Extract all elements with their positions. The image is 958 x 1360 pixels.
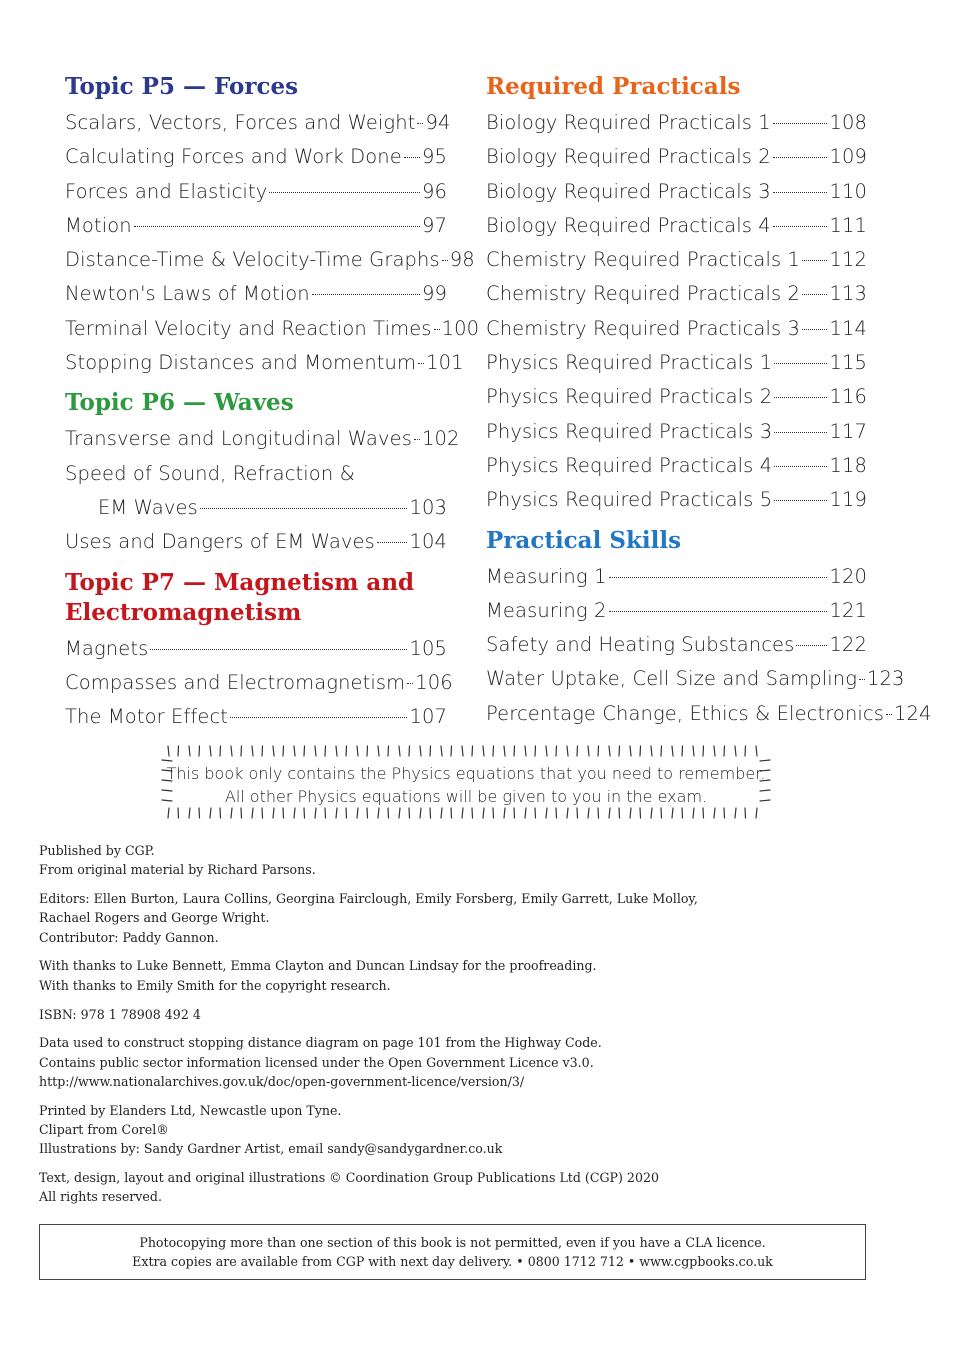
imprint-rights: All rights reserved. <box>39 1189 162 1205</box>
imprint-copyright: Text, design, layout and original illustrations © Coordination Group Publications Ltd (CGP) 2020 <box>39 1170 659 1186</box>
hatch-mark <box>304 808 305 818</box>
dot-leader <box>414 439 420 440</box>
dot-leader <box>417 123 423 124</box>
hatch-mark <box>283 808 284 818</box>
entry-title: Newton's Laws of Motion <box>65 282 310 306</box>
contents-entry <box>486 312 867 346</box>
dot-leader <box>312 294 420 295</box>
hatch-mark <box>199 746 200 756</box>
dot-leader <box>134 226 420 227</box>
entry-title: Biology Required Practicals 1 <box>486 111 771 134</box>
dot-leader <box>774 500 827 501</box>
hatch-mark <box>703 808 704 818</box>
hatch-mark <box>661 746 662 756</box>
hatch-mark <box>535 746 536 756</box>
entry-title: Chemistry Required Practicals 3 <box>486 316 801 340</box>
entry-title: Scalars, Vectors, Forces and Weight <box>65 111 416 134</box>
contents-entry <box>486 140 867 174</box>
entry-title: Compasses and Electromagnetism <box>65 670 406 694</box>
entry-page-number: 96 <box>421 179 447 203</box>
hatch-mark <box>535 808 536 818</box>
hatch-mark <box>346 808 347 818</box>
contents-entry <box>65 422 460 456</box>
entry-page-number: 99 <box>421 282 447 306</box>
entry-page-number: 102 <box>421 427 460 451</box>
hatch-mark <box>231 746 232 756</box>
hatch-mark <box>283 746 284 756</box>
hatch-mark <box>724 746 725 756</box>
contents-entry <box>65 700 447 734</box>
entry-title: Speed of Sound, Refraction & <box>65 461 355 485</box>
entry-title: EM Waves <box>98 495 198 519</box>
hatch-mark <box>367 808 368 818</box>
hatch-mark <box>346 746 347 756</box>
entry-page-number: 104 <box>409 530 447 554</box>
hatch-mark <box>504 808 505 818</box>
imprint-contributor: Contributor: Paddy Gannon. <box>39 929 219 945</box>
topic-p7-heading <box>65 568 447 628</box>
hatch-mark <box>745 808 746 818</box>
entry-page-number: 120 <box>829 564 867 588</box>
entry-title: Physics Required Practicals 2 <box>486 385 773 409</box>
dot-leader <box>773 123 828 124</box>
dot-leader <box>377 542 408 543</box>
hatch-mark <box>556 808 557 818</box>
topic-p7-heading-line1: Topic P7 — Magnetism and <box>65 568 415 596</box>
hatch-mark <box>399 746 400 756</box>
hatch-mark <box>588 746 589 756</box>
hatch-mark <box>210 746 211 756</box>
dot-leader <box>774 397 827 398</box>
contents-entry <box>65 346 464 380</box>
imprint-thanks-2: With thanks to Emily Smith for the copyright research. <box>39 977 391 993</box>
photocopy-notice-line1: Photocopying more than one section of this book is not permitted, even if you have a CLA licence. <box>139 1235 766 1250</box>
entry-page-number: 113 <box>829 282 867 306</box>
hatch-mark <box>640 746 641 756</box>
hatch-mark <box>640 808 641 818</box>
entry-title: Physics Required Practicals 4 <box>486 453 773 477</box>
hatch-mark <box>483 746 484 756</box>
hatch-mark <box>388 746 389 756</box>
entry-page-number: 108 <box>829 111 867 134</box>
hatch-mark <box>336 746 337 756</box>
imprint-clipart: Clipart from Corel® <box>39 1122 169 1138</box>
contents-entry <box>486 175 867 209</box>
hatch-mark <box>441 746 442 756</box>
contents-entry <box>65 140 447 174</box>
hatch-mark <box>325 746 326 756</box>
equations-note-box <box>160 744 772 820</box>
hatch-mark <box>294 808 295 818</box>
entry-page-number: 111 <box>829 213 867 237</box>
dot-leader <box>859 679 865 680</box>
entry-title: Terminal Velocity and Reaction Times <box>65 316 432 340</box>
hatch-mark <box>630 746 631 756</box>
contents-entry <box>65 632 447 666</box>
hatch-mark <box>619 808 620 818</box>
contents-entry <box>486 380 867 414</box>
entry-page-number: 94 <box>425 111 451 134</box>
hatch-mark <box>168 808 169 818</box>
dot-leader <box>802 329 827 330</box>
hatch-mark <box>336 808 337 818</box>
hatch-mark <box>483 808 484 818</box>
hatch-mark <box>714 808 715 818</box>
contents-entry <box>486 697 932 731</box>
hatch-mark <box>651 746 652 756</box>
hatch-mark <box>693 808 694 818</box>
entry-page-number: 106 <box>415 670 453 694</box>
dot-leader <box>269 192 420 193</box>
contents-entry <box>65 457 447 491</box>
dot-leader <box>774 466 827 467</box>
hatch-mark <box>220 746 221 756</box>
entry-title: Chemistry Required Practicals 1 <box>486 248 801 272</box>
hatch-mark <box>252 808 253 818</box>
hatch-mark <box>745 746 746 756</box>
practical-skills-list <box>486 560 932 731</box>
contents-entry <box>65 106 451 140</box>
hatch-mark <box>388 808 389 818</box>
entry-title: Uses and Dangers of EM Waves <box>65 530 375 554</box>
contents-entry <box>486 560 867 594</box>
hatch-mark <box>378 746 379 756</box>
hatch-mark <box>682 746 683 756</box>
hatch-mark <box>525 746 526 756</box>
topic-p6-heading: Topic P6 — Waves <box>65 389 294 417</box>
hatch-mark <box>735 808 736 818</box>
imprint-editors-1: Editors: Ellen Burton, Laura Collins, Georgina Fairclough, Emily Forsberg, Emily Garrett, Luke Molloy, <box>39 891 698 907</box>
hatch-mark <box>493 808 494 818</box>
hatch-mark <box>651 808 652 818</box>
entry-page-number: 119 <box>829 488 867 512</box>
hatch-mark <box>231 808 232 818</box>
hatch-mark <box>514 808 515 818</box>
hatch-mark <box>220 808 221 818</box>
entry-page-number: 112 <box>829 248 867 272</box>
hatch-mark <box>672 746 673 756</box>
contents-entry <box>486 346 867 380</box>
entry-title: Measuring 2 <box>486 598 607 622</box>
contents-entry <box>486 483 867 517</box>
dot-leader <box>442 260 448 261</box>
contents-entry <box>65 277 447 311</box>
entry-title: Biology Required Practicals 2 <box>486 145 771 169</box>
hatch-mark <box>441 808 442 818</box>
topic-p7-heading-line2: Electromagnetism <box>65 598 302 626</box>
hatch-mark <box>703 746 704 756</box>
contents-entry <box>65 312 480 346</box>
hatch-mark <box>430 746 431 756</box>
entry-page-number: 117 <box>829 419 867 443</box>
contents-entry <box>486 662 905 696</box>
contents-entry <box>486 594 867 628</box>
hatch-mark <box>399 808 400 818</box>
entry-page-number: 101 <box>426 351 464 375</box>
contents-entry <box>65 525 447 559</box>
dot-leader <box>404 157 420 158</box>
hatch-mark <box>168 746 169 756</box>
hatch-mark <box>420 808 421 818</box>
entry-title: Biology Required Practicals 4 <box>486 213 771 237</box>
topic-p5-heading: Topic P5 — Forces <box>65 73 299 100</box>
hatch-mark <box>598 746 599 756</box>
hatch-mark <box>546 808 547 818</box>
hatch-mark <box>714 746 715 756</box>
entry-page-number: 122 <box>829 633 867 657</box>
imprint-published: Published by CGP. <box>39 843 155 858</box>
photocopy-notice-box <box>39 1224 866 1280</box>
entry-page-number: 98 <box>449 248 475 272</box>
hatch-mark <box>378 808 379 818</box>
hatch-mark <box>672 808 673 818</box>
hatch-mark <box>273 808 274 818</box>
hatch-mark <box>588 808 589 818</box>
hatch-mark <box>546 746 547 756</box>
dot-leader <box>802 260 827 261</box>
entry-page-number: 105 <box>409 636 447 660</box>
hatch-mark <box>451 746 452 756</box>
equations-note-line2: All other Physics equations will be given to you in the exam. <box>224 787 708 806</box>
hatch-mark <box>556 746 557 756</box>
dot-leader <box>796 645 827 646</box>
hatch-mark <box>420 746 421 756</box>
hatch-mark <box>409 808 410 818</box>
hatch-mark <box>756 808 757 818</box>
entry-title: The Motor Effect <box>65 705 229 729</box>
hatch-mark <box>357 808 358 818</box>
entry-page-number: 115 <box>829 351 867 375</box>
required-practicals-list <box>486 106 867 518</box>
entry-page-number: 97 <box>421 213 447 237</box>
required-practicals-heading: Required Practicals <box>486 73 741 100</box>
dot-leader <box>774 432 827 433</box>
entry-title: Calculating Forces and Work Done <box>65 145 402 169</box>
practical-skills-heading: Practical Skills <box>486 526 682 554</box>
hatch-mark <box>724 808 725 818</box>
entry-title: Motion <box>65 213 132 237</box>
hatch-mark <box>735 746 736 756</box>
dot-leader <box>434 329 440 330</box>
hatch-mark <box>567 746 568 756</box>
contents-entry <box>65 175 447 209</box>
entry-title: Distance-Time & Velocity-Time Graphs <box>65 248 440 272</box>
hatch-mark <box>451 808 452 818</box>
contents-right-column <box>486 70 932 731</box>
contents-entry <box>486 277 867 311</box>
entry-title: Stopping Distances and Momentum <box>65 351 417 375</box>
hatch-mark <box>430 808 431 818</box>
dot-leader <box>609 611 828 612</box>
hatch-mark <box>462 746 463 756</box>
entry-title: Biology Required Practicals 3 <box>486 179 771 203</box>
imprint-printed: Printed by Elanders Ltd, Newcastle upon Tyne. <box>39 1102 342 1118</box>
entry-page-number: 107 <box>409 705 447 729</box>
topic-p7-list <box>65 632 453 735</box>
entry-title: Transverse and Longitudinal Waves <box>65 427 412 451</box>
entry-title: Chemistry Required Practicals 2 <box>486 282 801 306</box>
contents-entry <box>486 449 867 483</box>
hatch-mark <box>760 760 770 761</box>
hatch-mark <box>693 746 694 756</box>
entry-title: Magnets <box>65 636 149 660</box>
hatch-mark <box>178 808 179 818</box>
hatch-mark <box>609 746 610 756</box>
dot-leader <box>407 683 413 684</box>
hatch-mark <box>241 808 242 818</box>
entry-title: Forces and Elasticity <box>65 179 268 203</box>
hatch-mark <box>577 808 578 818</box>
topic-p5-list <box>65 106 480 380</box>
entry-page-number: 116 <box>829 385 867 409</box>
hatch-mark <box>598 808 599 818</box>
equations-note <box>160 762 772 808</box>
entry-page-number: 124 <box>894 701 932 725</box>
dot-leader <box>418 363 424 364</box>
contents-entry <box>65 491 447 525</box>
hatch-mark <box>262 746 263 756</box>
entry-page-number: 103 <box>409 495 447 519</box>
dot-leader <box>150 649 407 650</box>
publication-imprint <box>39 841 919 1216</box>
contents-entry <box>65 209 447 243</box>
hatch-mark <box>304 746 305 756</box>
imprint-editors-2: Rachael Rogers and George Wright. <box>39 910 270 926</box>
imprint-data-3: http://www.nationalarchives.gov.uk/doc/open-government-licence/version/3/ <box>39 1073 525 1089</box>
topic-p6-list <box>65 422 460 559</box>
hatch-mark <box>262 808 263 818</box>
hatch-mark <box>357 746 358 756</box>
hatch-mark <box>504 746 505 756</box>
imprint-illustrations: Illustrations by: Sandy Gardner Artist, email sandy@sandygardner.co.uk <box>39 1141 503 1157</box>
entry-page-number: 95 <box>421 145 447 169</box>
photocopy-notice-line2: Extra copies are available from CGP with next day delivery. • 0800 1712 712 • www.cgpbooks.co.uk <box>132 1254 773 1269</box>
dot-leader <box>200 508 408 509</box>
hatch-mark <box>315 808 316 818</box>
entry-title: Water Uptake, Cell Size and Sampling <box>486 667 858 691</box>
hatch-mark <box>210 808 211 818</box>
imprint-isbn: ISBN: 978 1 78908 492 4 <box>39 1006 201 1022</box>
entry-title: Measuring 1 <box>486 564 607 588</box>
hatch-mark <box>609 808 610 818</box>
contents-entry <box>486 243 867 277</box>
contents-entry <box>65 243 475 277</box>
hatch-mark <box>756 746 757 756</box>
entry-title: Safety and Heating Substances <box>486 633 795 657</box>
dot-leader <box>802 294 827 295</box>
hatch-mark <box>619 746 620 756</box>
entry-title: Percentage Change, Ethics & Electronics <box>486 701 885 725</box>
hatch-mark <box>462 808 463 818</box>
hatch-mark <box>682 808 683 818</box>
imprint-thanks-1: With thanks to Luke Bennett, Emma Clayton and Duncan Lindsay for the proofreading. <box>39 958 597 974</box>
hatch-mark <box>472 746 473 756</box>
hatch-mark <box>661 808 662 818</box>
entry-page-number: 100 <box>441 316 480 340</box>
entry-page-number: 110 <box>829 179 867 203</box>
hatch-mark <box>577 746 578 756</box>
dot-leader <box>773 192 828 193</box>
hatch-mark <box>162 760 172 761</box>
hatch-mark <box>294 746 295 756</box>
hatch-mark <box>241 746 242 756</box>
hatch-mark <box>273 746 274 756</box>
hatch-mark <box>567 808 568 818</box>
dot-leader <box>230 717 407 718</box>
hatch-mark <box>409 746 410 756</box>
hatch-mark <box>315 746 316 756</box>
contents-entry <box>486 628 867 662</box>
contents-entry <box>486 415 867 449</box>
entry-page-number: 118 <box>829 453 867 477</box>
entry-page-number: 114 <box>829 316 867 340</box>
hatch-mark <box>189 808 190 818</box>
equations-note-line1: This book only contains the Physics equations that you need to remember. <box>166 764 766 783</box>
entry-page-number: 109 <box>829 145 867 169</box>
dot-leader <box>773 226 828 227</box>
hatch-mark <box>367 746 368 756</box>
entry-title: Physics Required Practicals 3 <box>486 419 773 443</box>
hatch-mark <box>325 808 326 818</box>
hatch-mark <box>472 808 473 818</box>
dot-leader <box>886 714 892 715</box>
contents-left-column <box>65 70 480 734</box>
entry-title: Physics Required Practicals 5 <box>486 488 773 512</box>
contents-entry <box>65 666 453 700</box>
imprint-original: From original material by Richard Parsons. <box>39 862 316 878</box>
hatch-mark <box>252 746 253 756</box>
hatch-mark <box>199 808 200 818</box>
entry-title: Physics Required Practicals 1 <box>486 351 773 375</box>
hatch-mark <box>630 808 631 818</box>
hatch-mark <box>514 746 515 756</box>
contents-entry <box>486 209 867 243</box>
hatch-mark <box>178 746 179 756</box>
hatch-mark <box>189 746 190 756</box>
contents-entry <box>486 106 867 140</box>
entry-page-number: 121 <box>829 598 867 622</box>
dot-leader <box>773 157 828 158</box>
imprint-data-1: Data used to construct stopping distance diagram on page 101 from the Highway Code. <box>39 1035 602 1051</box>
dot-leader <box>774 363 827 364</box>
hatch-mark <box>493 746 494 756</box>
dot-leader <box>609 577 828 578</box>
imprint-data-2: Contains public sector information licensed under the Open Government Licence v3.0. <box>39 1054 594 1070</box>
entry-page-number: 123 <box>867 667 905 691</box>
hatch-mark <box>525 808 526 818</box>
